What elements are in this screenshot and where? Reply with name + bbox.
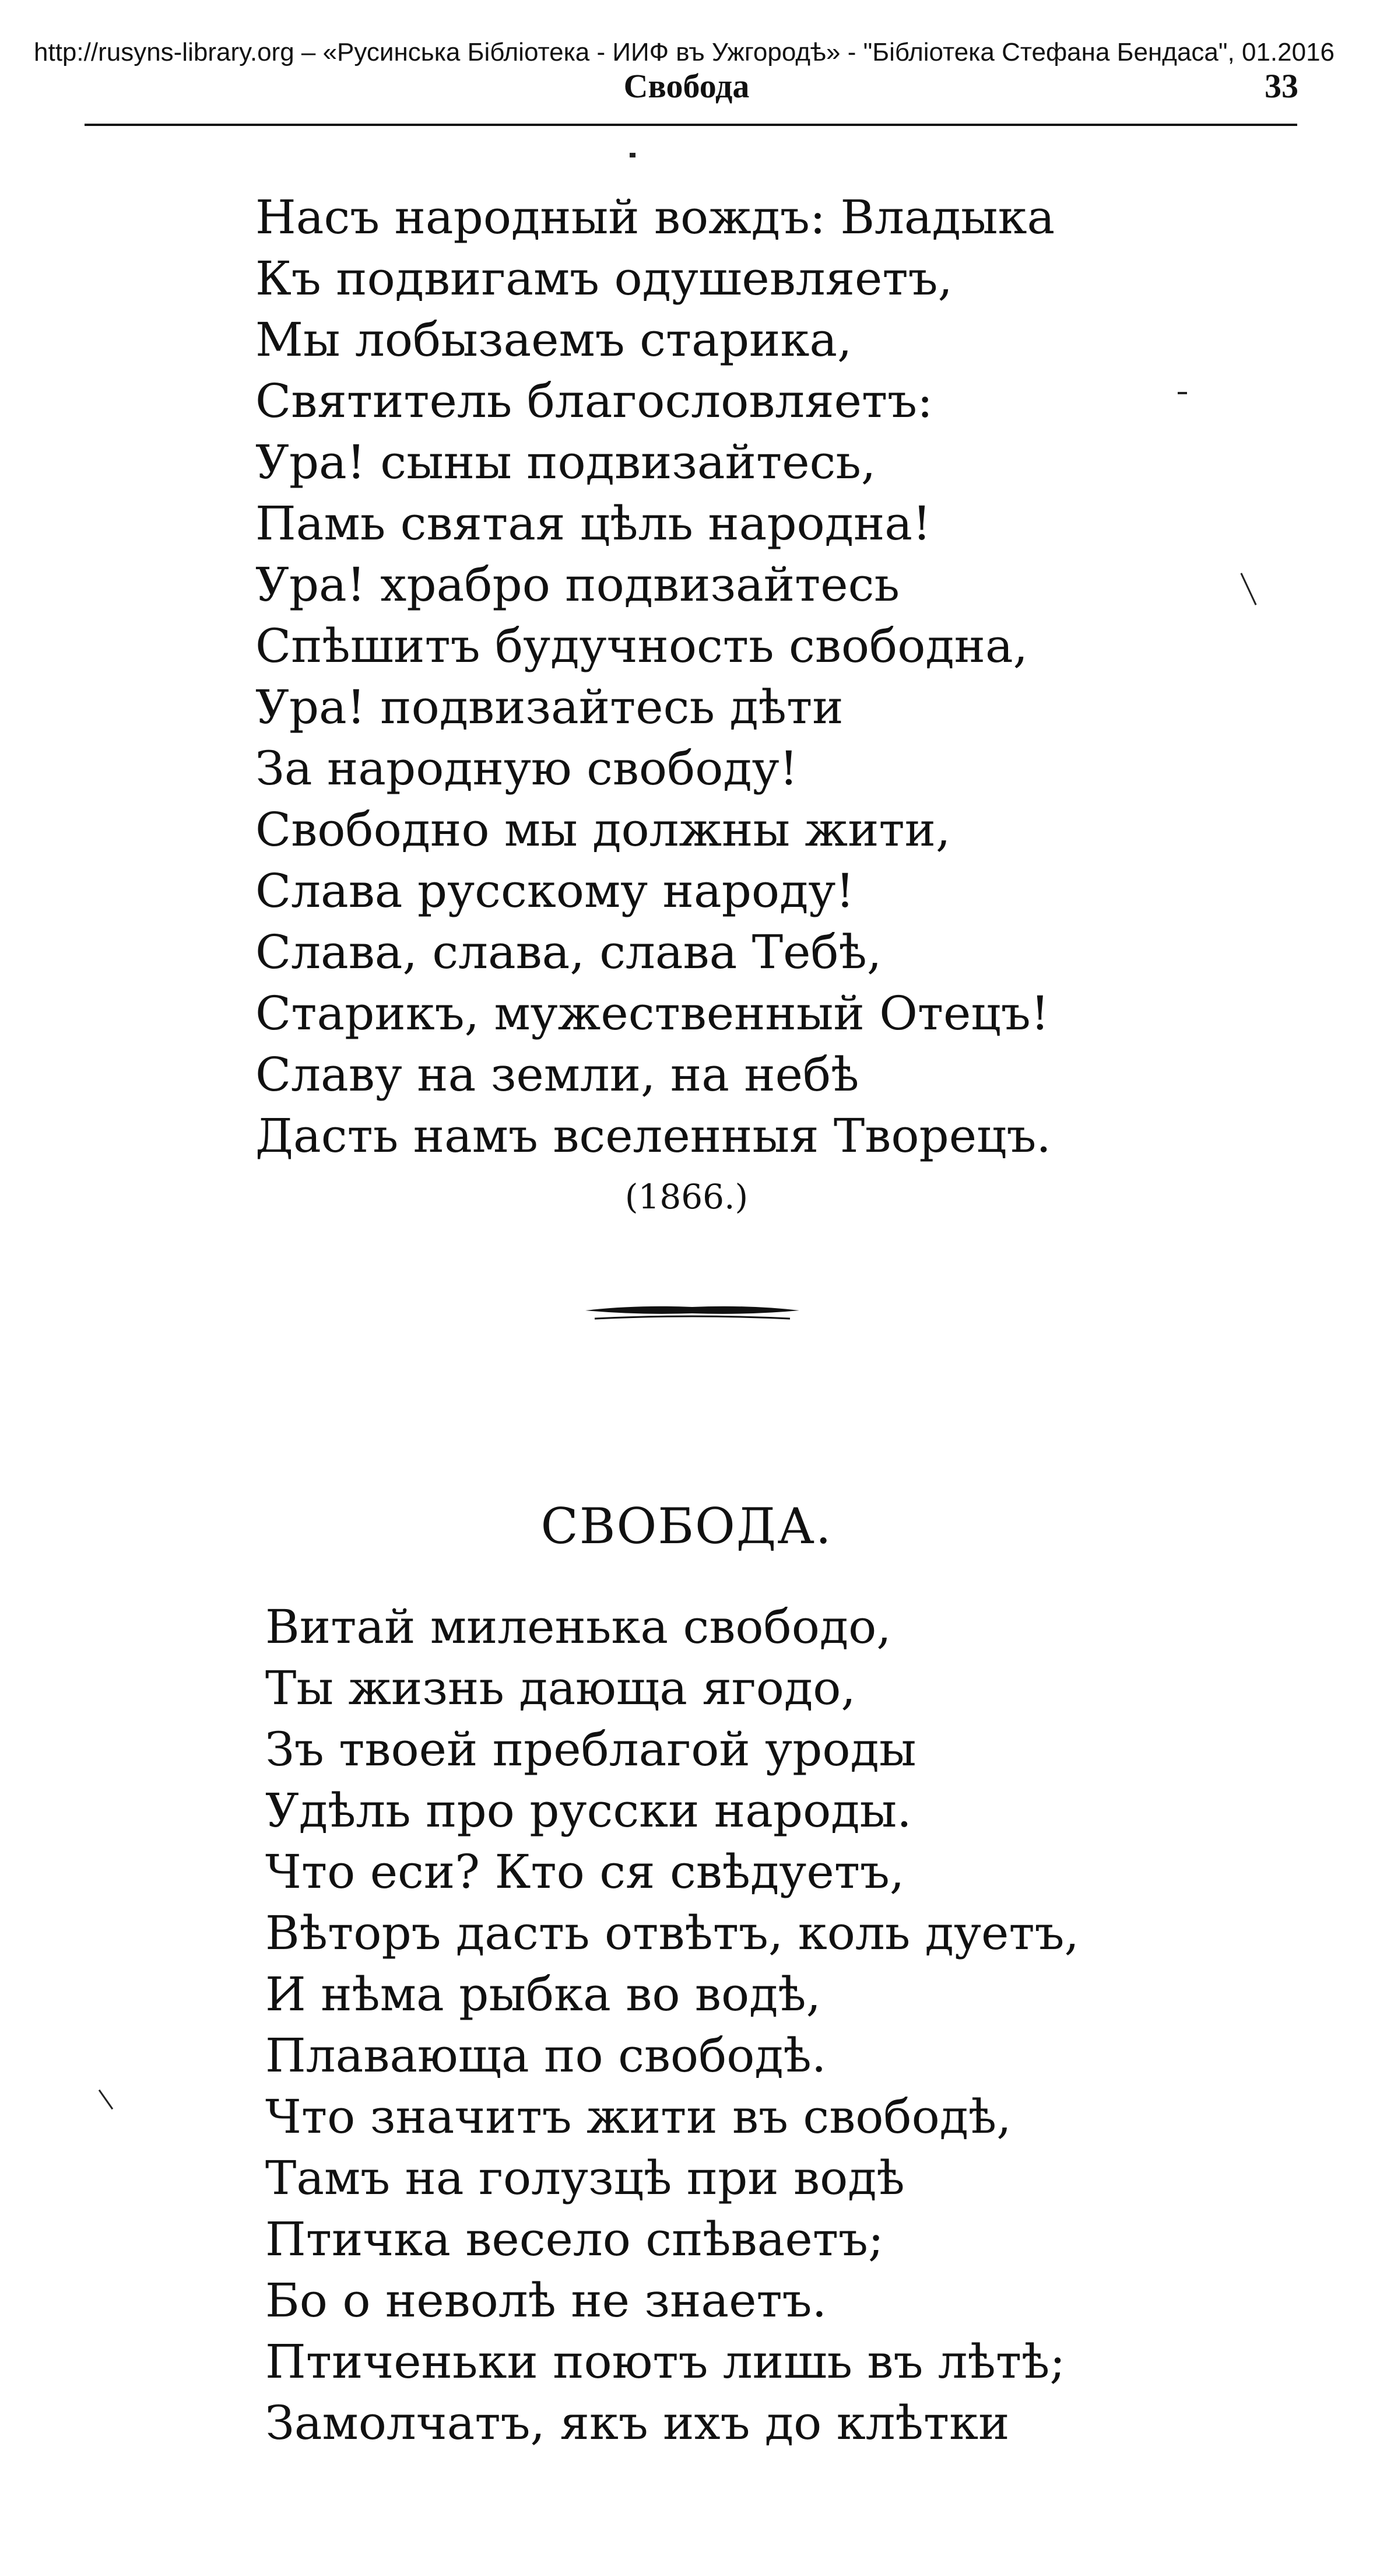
poem-line: Тамъ на голузцѣ при водѣ (265, 2151, 905, 2205)
poem-line: Насъ народный вождъ: Владыка (255, 190, 1055, 244)
poem-line: Мы лобызаемъ старика, (255, 313, 852, 367)
scan-speck (99, 2090, 113, 2109)
poem-line: Спѣшитъ будучность свободна, (255, 619, 1028, 673)
poem-line: Ура! храбро подвизайтесь (255, 558, 900, 612)
poem-line: Зъ твоей преблагой уроды (265, 1722, 916, 1776)
scan-speck (1240, 573, 1256, 605)
poem-date: (1866.) (624, 1177, 749, 1217)
poem-two-stanza (265, 1596, 1079, 2454)
poem-line: Ура! сыны подвизайтесь, (255, 435, 876, 489)
poem-line: Слава, слава, слава Тебѣ, (255, 925, 882, 979)
poem-line: Удѣль про русски народы. (265, 1783, 912, 1838)
poem-line: Что еси? Кто ся свѣдуетъ, (265, 1845, 905, 1899)
poem-line: Старикъ, мужественный Отецъ! (255, 986, 1049, 1040)
poem-line: Бо о неволѣ не знаетъ. (265, 2273, 827, 2328)
poem-line: Ты жизнь дающа ягодо, (265, 1661, 856, 1715)
poem-line: Святитель благословляетъ: (255, 374, 933, 428)
poem-line: Слава русскому народу! (255, 864, 855, 918)
poem-one-stanza (255, 187, 1055, 1166)
ornament-divider (583, 1298, 802, 1327)
poem-title: СВОБОДА. (540, 1498, 833, 1555)
source-url-line: http://rusyns-library.org – «Русинська Бібліотека - ИИФ въ Ужгородѣ» - "Бібліотека Стефана Бендаса", 01.2016 (34, 38, 1335, 66)
poem-line: Вѣторъ дасть отвѣтъ, коль дуетъ, (265, 1906, 1079, 1960)
scan-speck (630, 153, 635, 157)
poem-line: Птичка весело спѣваетъ; (265, 2212, 884, 2266)
poem-line: Что значитъ жити въ свободѣ, (265, 2090, 1012, 2144)
poem-line: Свободно мы должны жити, (255, 802, 951, 857)
header-rule (85, 124, 1297, 126)
poem-line: Дасть намъ вселенныя Творецъ. (255, 1109, 1051, 1163)
scan-speck (1178, 392, 1187, 394)
poem-line: Къ подвигамъ одушевляетъ, (255, 251, 953, 306)
poem-line: Плавающа по свободѣ. (265, 2028, 827, 2083)
poem-line: Птиченьки поютъ лишь въ лѣтѣ; (265, 2335, 1066, 2389)
running-head: Свобода (623, 67, 750, 105)
poem-line: Памь святая цѣль народна! (255, 496, 932, 551)
page-number: 33 (1265, 67, 1298, 105)
poem-line: Замолчатъ, якъ ихъ до клѣтки (265, 2396, 1010, 2450)
poem-line: Ура! подвизайтесь дѣти (255, 680, 844, 734)
poem-line: И нѣма рыбка во водѣ, (265, 1967, 821, 2021)
poem-line: За народную свободу! (255, 741, 798, 795)
poem-line: Витай миленька свободо, (265, 1600, 891, 1654)
poem-line: Славу на земли, на небѣ (255, 1047, 859, 1102)
